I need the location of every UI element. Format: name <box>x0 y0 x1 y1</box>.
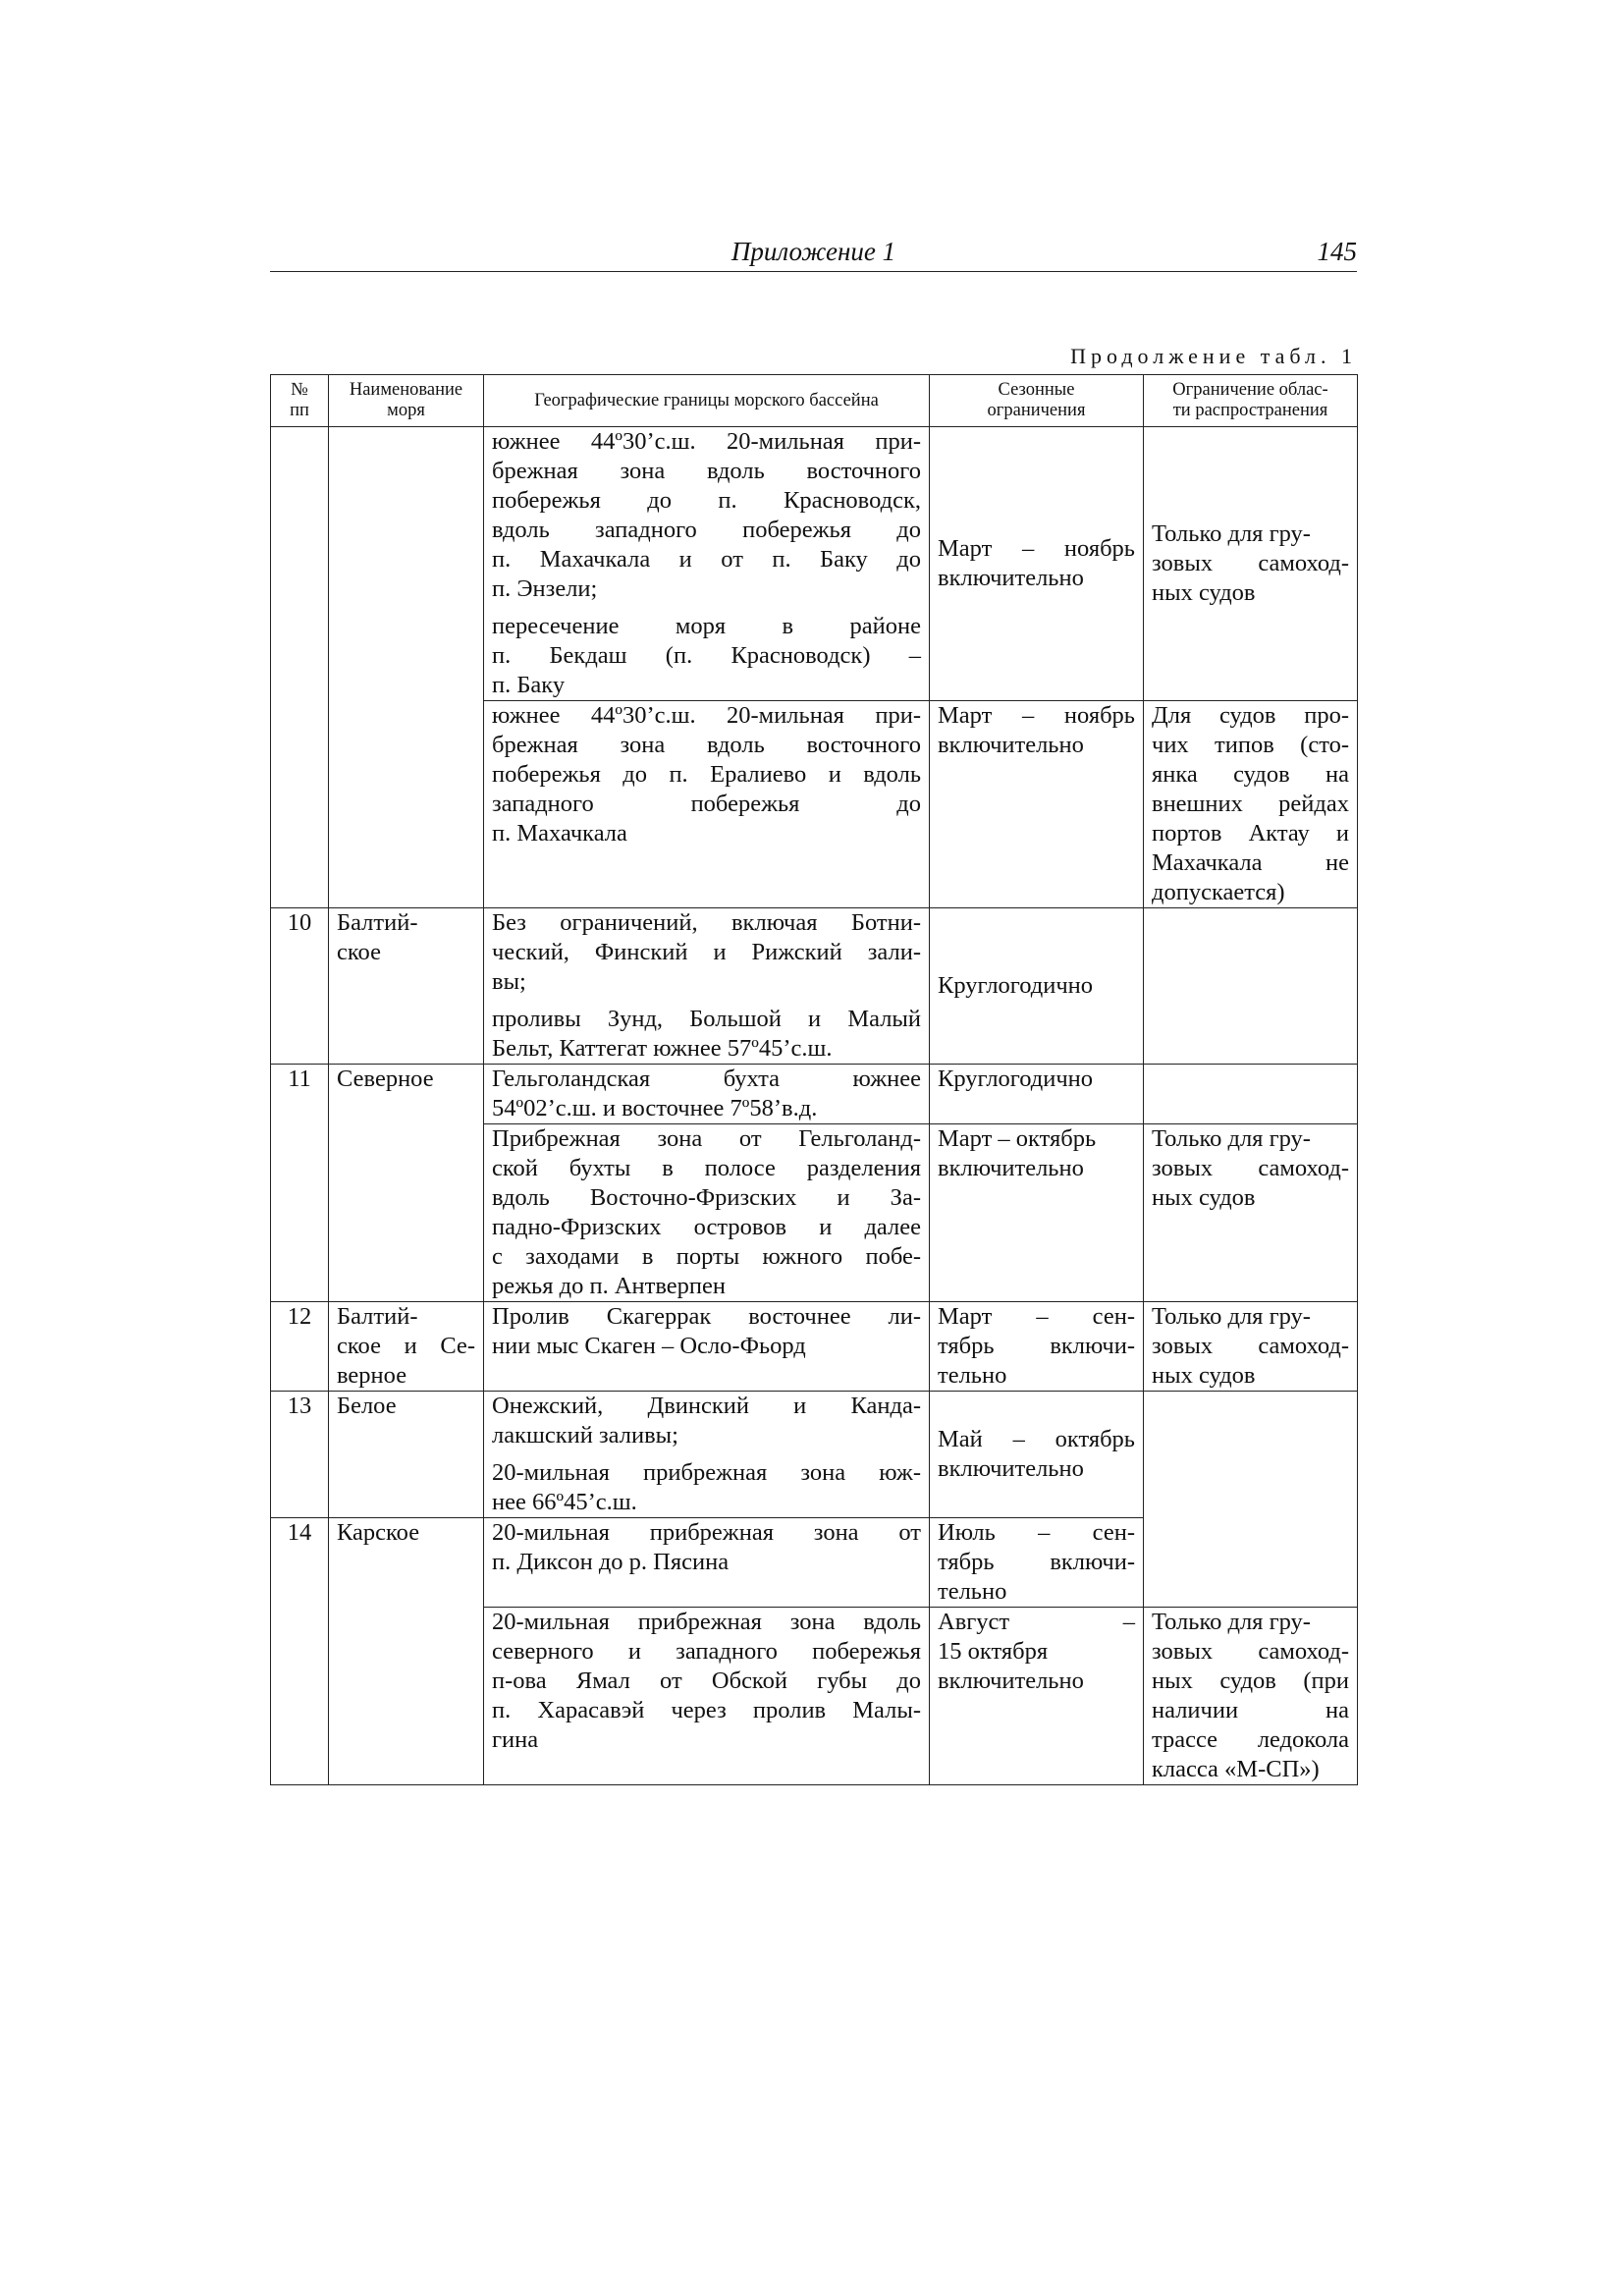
line: 54º02’с.ш. и восточнее 7º58’в.д. <box>492 1095 818 1121</box>
cell-geo <box>484 1065 930 1124</box>
line: включительно <box>938 1455 1084 1482</box>
cell-sea: Северное <box>329 1065 484 1124</box>
cell-sea: Белое <box>329 1392 484 1518</box>
line: Без ограничений, включая Ботни- <box>492 909 921 936</box>
line: нее 66º45’с.ш. <box>492 1489 637 1515</box>
line: пп <box>290 401 309 420</box>
line: Географические границы морского бассейна <box>534 390 879 410</box>
cell-season <box>930 1124 1144 1302</box>
line: наличии на <box>1152 1697 1349 1723</box>
line: 20-мильная прибрежная зона вдоль <box>492 1609 921 1635</box>
line: № <box>291 380 308 400</box>
line: п. Махачкала <box>492 820 627 847</box>
cell-scope <box>1144 701 1358 908</box>
line: зовых самоход- <box>1152 550 1349 576</box>
line: ных судов <box>1152 1362 1256 1389</box>
line: п. Бекдаш (п. Красноводск) – <box>492 642 921 669</box>
line: п. Диксон до р. Пясина <box>492 1549 730 1575</box>
line: брежная зона вдоль восточного <box>492 458 921 484</box>
cell-scope <box>1144 1065 1358 1124</box>
line: Только для гру- <box>1152 520 1311 547</box>
cell-season <box>930 1518 1144 1608</box>
cell-num <box>271 1608 329 1785</box>
line: класса «М-СП») <box>1152 1756 1320 1782</box>
line: верное <box>337 1362 407 1389</box>
line: Август – <box>938 1609 1135 1635</box>
line: Март – октябрь <box>938 1125 1097 1152</box>
line: Только для гру- <box>1152 1609 1311 1635</box>
line: Махачкала не <box>1152 849 1349 876</box>
cell-geo <box>484 1302 930 1392</box>
cell-geo <box>484 908 930 1065</box>
line: Март – ноябрь <box>938 535 1135 562</box>
line: включительно <box>938 565 1084 591</box>
line: тябрь включи- <box>938 1333 1135 1359</box>
cell-num: 10 <box>271 908 329 1065</box>
cell-season: Круглогодично <box>930 908 1144 1065</box>
cell-sea <box>329 1302 484 1392</box>
line: Сезонные <box>998 380 1075 400</box>
col-header-sea <box>329 375 484 427</box>
line: зовых самоход- <box>1152 1638 1349 1665</box>
line: побережья до п. Ералиево и вдоль <box>492 761 921 788</box>
line: ческий, Финский и Рижский зали- <box>492 939 921 965</box>
line: нии мыс Скаген – Осло-Фьорд <box>492 1333 806 1359</box>
line: ных судов <box>1152 579 1256 606</box>
cell-season: Круглогодично <box>930 1065 1144 1124</box>
line: включительно <box>938 1667 1084 1694</box>
cell-season <box>930 701 1144 908</box>
line: Балтий- <box>337 1303 418 1330</box>
line: проливы Зунд, Большой и Малый <box>492 1006 921 1032</box>
table-row <box>271 427 1358 701</box>
table-header-row <box>271 375 1358 427</box>
line: пересечение моря в районе <box>492 613 921 639</box>
line: п. Харасавэй через пролив Малы- <box>492 1697 921 1723</box>
line: моря <box>387 401 425 420</box>
cell-geo <box>484 1392 930 1518</box>
line: ных судов (при <box>1152 1667 1349 1694</box>
cell-season <box>930 1608 1144 1785</box>
cell-num <box>271 701 329 908</box>
line: тельно <box>938 1578 1007 1605</box>
line: с заходами в порты южного побе- <box>492 1243 921 1270</box>
line: тельно <box>938 1362 1007 1389</box>
cell-sea <box>329 1124 484 1302</box>
line: Для судов про- <box>1152 702 1349 729</box>
line: Бельт, Каттегат южнее 57º45’с.ш. <box>492 1035 833 1062</box>
line: Только для гру- <box>1152 1303 1311 1330</box>
sea-areas-table <box>270 374 1358 1785</box>
cell-scope <box>1144 908 1358 1065</box>
cell-num: 14 <box>271 1518 329 1608</box>
line: южнее 44º30’с.ш. 20-мильная при- <box>492 428 921 455</box>
line: Только для гру- <box>1152 1125 1311 1152</box>
line: ти распространения <box>1172 401 1328 420</box>
line: Март – сен- <box>938 1303 1135 1330</box>
line: портов Актау и <box>1152 820 1349 847</box>
line: п. Махачкала и от п. Баку до <box>492 546 921 573</box>
line: п. Энзели; <box>492 575 598 602</box>
line: включительно <box>938 732 1084 758</box>
running-head <box>270 238 1357 272</box>
line: включительно <box>938 1155 1084 1181</box>
line: Наименование <box>349 380 463 400</box>
line: янка судов на <box>1152 761 1349 788</box>
cell-season <box>930 1302 1144 1392</box>
line: южнее 44º30’с.ш. 20-мильная при- <box>492 702 921 729</box>
line: гина <box>492 1726 539 1753</box>
col-header-scope <box>1144 375 1358 427</box>
table-row <box>271 1065 1358 1124</box>
line: лакшский заливы; <box>492 1422 678 1449</box>
line: 20-мильная прибрежная зона юж- <box>492 1459 921 1486</box>
col-header-geo <box>484 375 930 427</box>
line: ных судов <box>1152 1184 1256 1211</box>
line: Май – октябрь <box>938 1426 1135 1452</box>
table-row <box>271 908 1358 1065</box>
line: брежная зона вдоль восточного <box>492 732 921 758</box>
line: Ограничение облас- <box>1172 380 1328 400</box>
line: 20-мильная прибрежная зона от <box>492 1519 921 1546</box>
table-row <box>271 1124 1358 1302</box>
line: Прибрежная зона от Гельголанд- <box>492 1125 921 1152</box>
cell-geo <box>484 427 930 701</box>
line: допускается) <box>1152 879 1285 905</box>
cell-geo <box>484 1518 930 1608</box>
line: Июль – сен- <box>938 1519 1135 1546</box>
cell-scope <box>1144 1392 1358 1608</box>
line: вы; <box>492 968 526 995</box>
line: Балтий- <box>337 909 418 936</box>
line: побережья до п. Красноводск, <box>492 487 921 514</box>
line: зовых самоход- <box>1152 1155 1349 1181</box>
line: чих типов (сто- <box>1152 732 1349 758</box>
line: вдоль западного побережья до <box>492 517 921 543</box>
cell-season <box>930 1392 1144 1518</box>
line: режья до п. Антверпен <box>492 1273 726 1299</box>
cell-num <box>271 1124 329 1302</box>
table-row <box>271 1392 1358 1518</box>
line: падно-Фризских островов и далее <box>492 1214 921 1240</box>
cell-num: 13 <box>271 1392 329 1518</box>
cell-sea: Карское <box>329 1518 484 1608</box>
line: ской бухты в полосе разделения <box>492 1155 921 1181</box>
line: внешних рейдах <box>1152 791 1349 817</box>
table-row <box>271 1608 1358 1785</box>
cell-geo <box>484 701 930 908</box>
line: зовых самоход- <box>1152 1333 1349 1359</box>
table-row <box>271 701 1358 908</box>
line: 15 октября <box>938 1638 1049 1665</box>
line: Онежский, Двинский и Канда- <box>492 1393 921 1419</box>
cell-scope <box>1144 1608 1358 1785</box>
cell-sea <box>329 1608 484 1785</box>
line: ограничения <box>987 401 1086 420</box>
cell-geo <box>484 1124 930 1302</box>
cell-num <box>271 427 329 701</box>
table-row <box>271 1302 1358 1392</box>
line: тябрь включи- <box>938 1549 1135 1575</box>
line: п. Баку <box>492 672 566 698</box>
line: Гельголандская бухта южнее <box>492 1066 921 1092</box>
cell-scope <box>1144 427 1358 701</box>
line: вдоль Восточно-Фризских и За- <box>492 1184 921 1211</box>
cell-geo <box>484 1608 930 1785</box>
line: западного побережья до <box>492 791 921 817</box>
cell-season <box>930 427 1144 701</box>
cell-sea <box>329 908 484 1065</box>
cell-scope <box>1144 1124 1358 1302</box>
cell-sea <box>329 427 484 701</box>
line: ское <box>337 939 381 965</box>
line: ское и Се- <box>337 1333 475 1359</box>
line: северного и западного побережья <box>492 1638 921 1665</box>
col-header-season <box>930 375 1144 427</box>
col-header-num <box>271 375 329 427</box>
line: Март – ноябрь <box>938 702 1135 729</box>
cell-num: 12 <box>271 1302 329 1392</box>
cell-scope <box>1144 1302 1358 1392</box>
cell-num: 11 <box>271 1065 329 1124</box>
table-continuation-label: Продолжение табл. 1 <box>1070 344 1357 368</box>
cell-sea <box>329 701 484 908</box>
line: п-ова Ямал от Обской губы до <box>492 1667 921 1694</box>
line: Пролив Скагеррак восточнее ли- <box>492 1303 921 1330</box>
page-number: 145 <box>1317 237 1357 266</box>
line: трассе ледокола <box>1152 1726 1349 1753</box>
running-head-title: Приложение 1 <box>730 237 896 266</box>
